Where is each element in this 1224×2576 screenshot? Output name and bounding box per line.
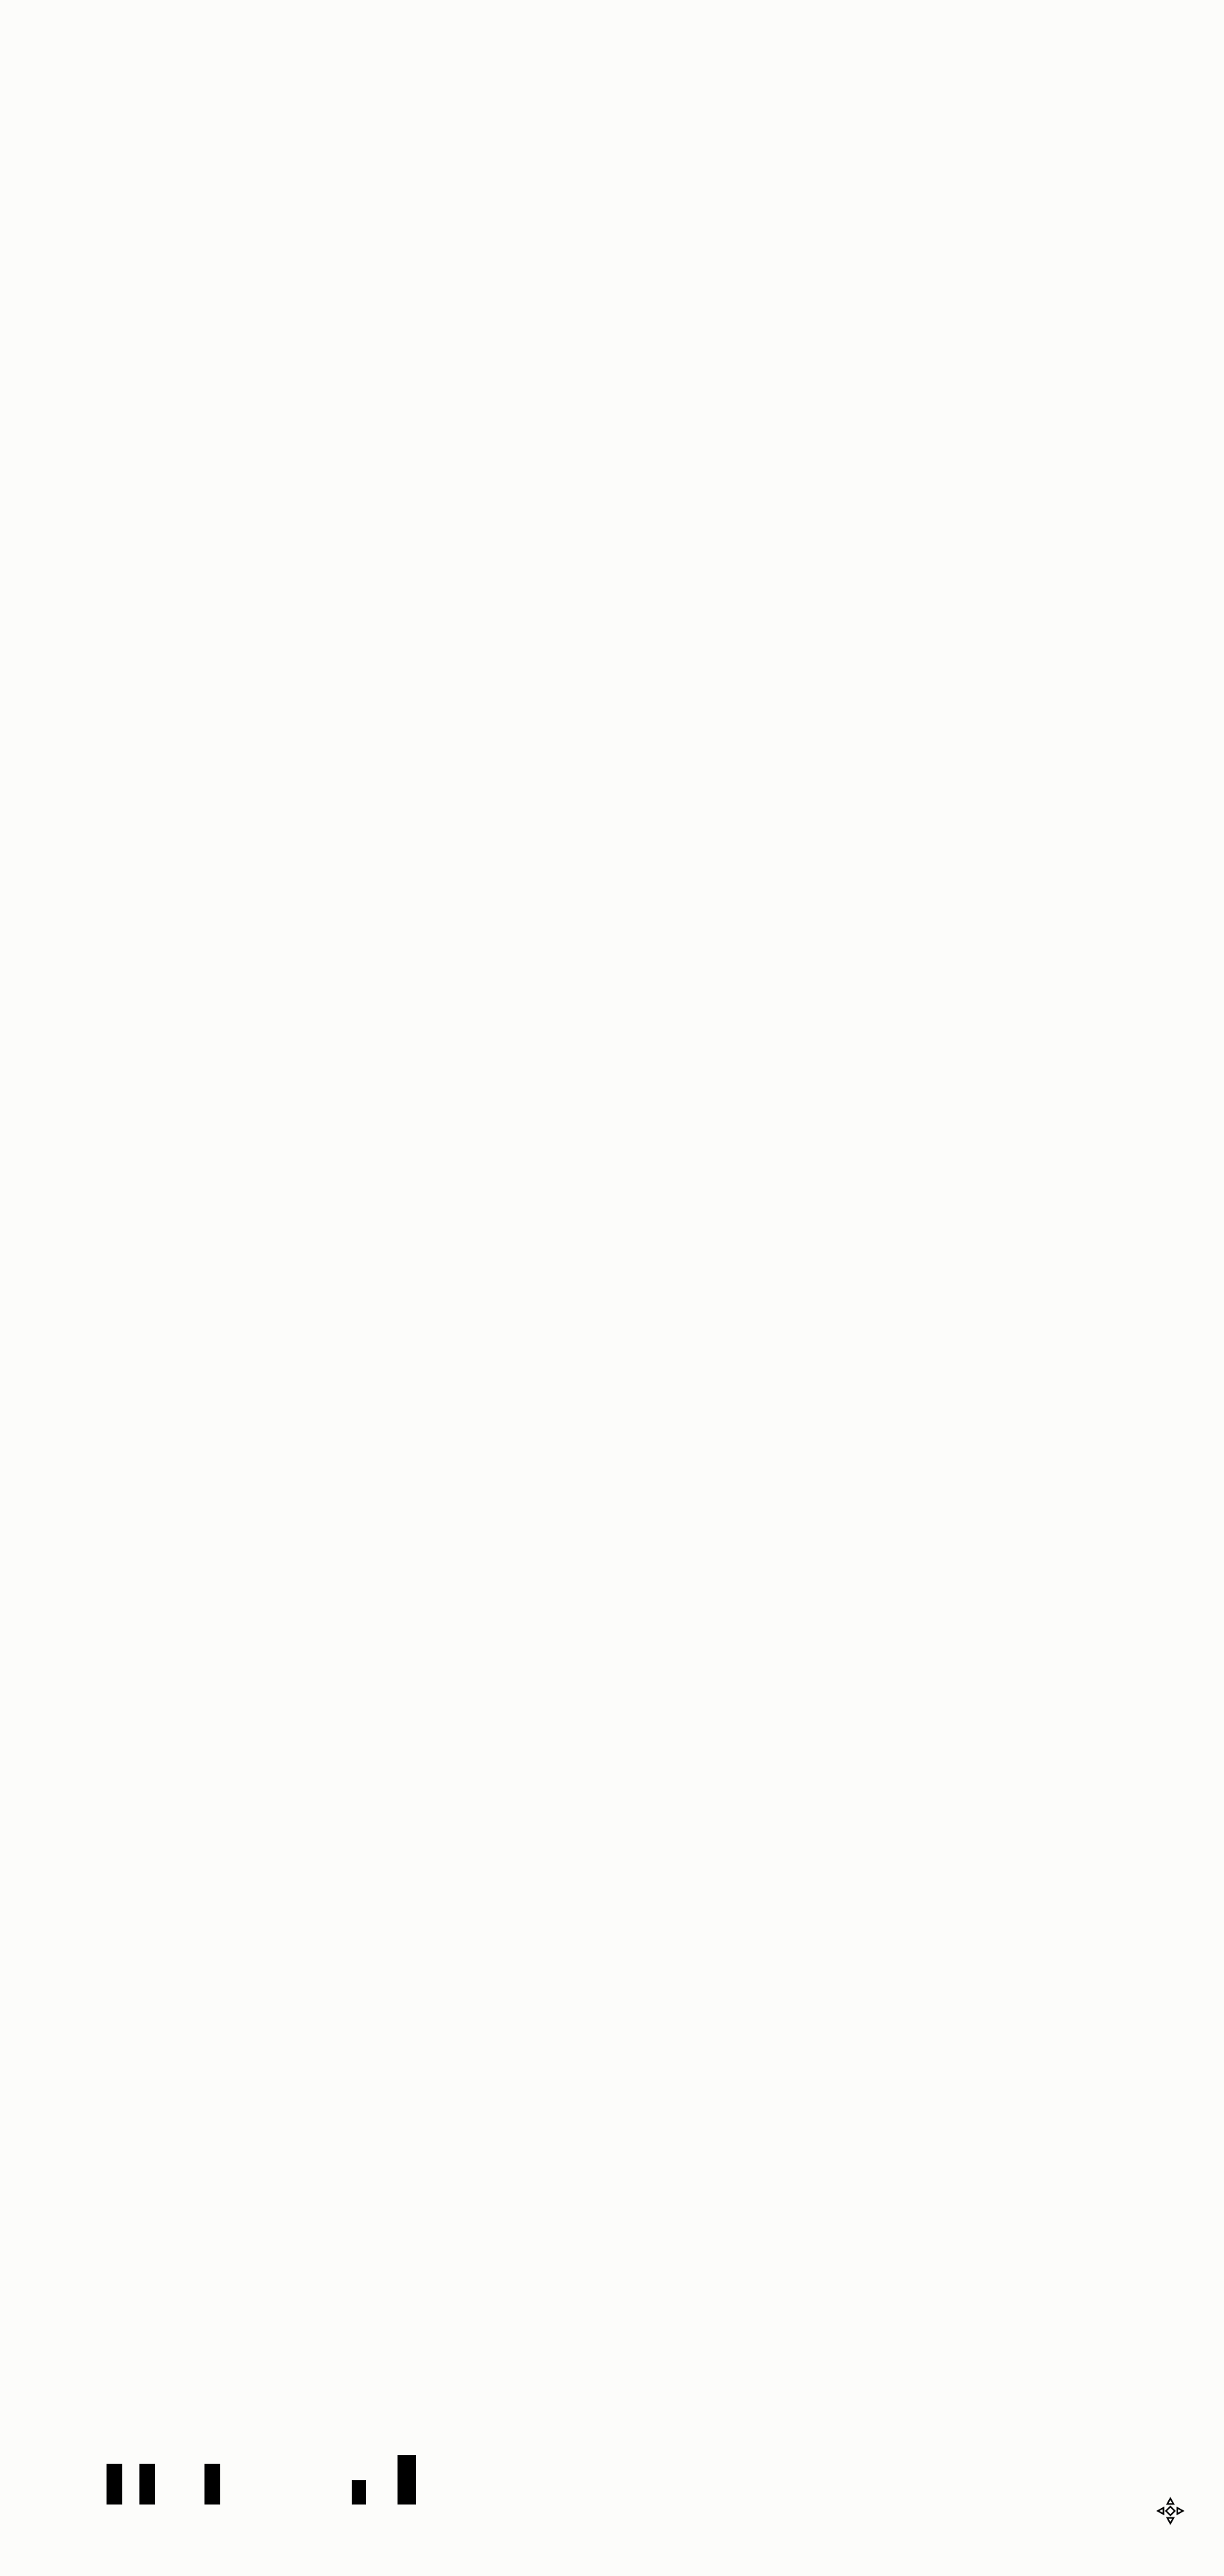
code-bar <box>352 2480 366 2505</box>
timing-marks-bottom <box>41 2539 1162 2576</box>
ballot-code-bars <box>107 2455 421 2505</box>
code-bar <box>139 2464 155 2505</box>
timing-marks-top <box>41 93 1162 130</box>
code-bar <box>204 2464 220 2505</box>
code-bar <box>107 2464 122 2505</box>
compass-registration-icon <box>1156 2497 1185 2525</box>
code-bar <box>398 2455 416 2505</box>
